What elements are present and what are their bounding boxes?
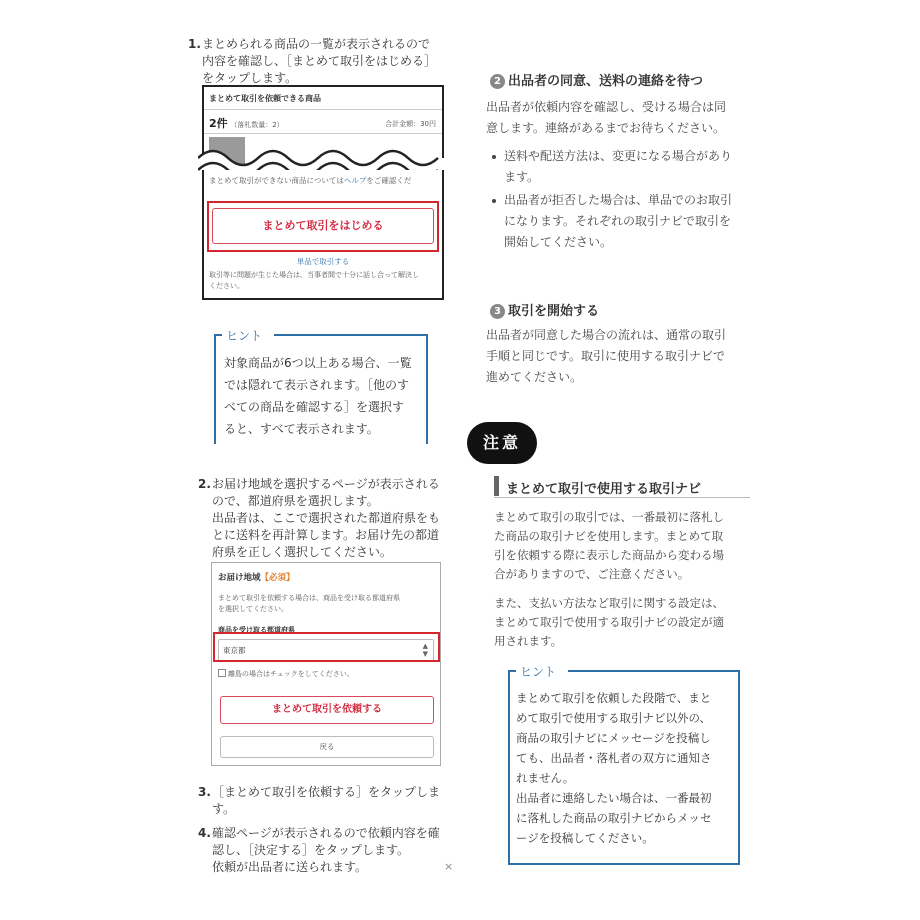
hint-text-1: 対象商品が6つ以上ある場合、一覧 では隠れて表示されます。［他のす べての商品を確認する］を選択す ると、すべて表示されます。 <box>224 356 412 436</box>
bullet-dot <box>492 199 496 203</box>
section-3-text: 出品者が同意した場合の流れは、通常の取引 手順と同じです。取引に使用する取引ナビで 進めてください。 <box>486 328 727 384</box>
screenshot-delivery-region <box>211 562 441 766</box>
step-4-line: 依頼が出品者に送られます。 <box>212 860 368 874</box>
step-4 <box>198 825 448 876</box>
total-amount: 合計金額：30円 <box>385 120 436 128</box>
prefecture-select[interactable]: 東京都 ▲ ▼ <box>218 639 434 661</box>
section-2-bullet-2: 出品者が拒否した場合は、単品でのお取引 になります。それぞれの取引ナビで取引を 開始してください。 <box>504 193 733 249</box>
trade-footer-note: 取引等に問題が生じた場合は、当事者間で十分に話し合って解決し ください。 <box>209 271 419 290</box>
step-2-line: とに送料を再計算します。お届け先の都道 <box>212 528 440 542</box>
list-header: まとめて取引を依頼できる商品 <box>209 94 321 103</box>
single-trade-link[interactable]: 単品で取引する <box>296 257 350 266</box>
step-2-line: 府県を正しく選択してください。 <box>212 545 393 559</box>
step-4-number: 4. <box>198 826 211 840</box>
step-2-line: 出品者は、ここで選択された都道府県をも <box>212 511 441 525</box>
step-3-line: ［まとめて取引を依頼する］をタップしま <box>212 785 441 799</box>
section-2-bullet-1: 送料や配送方法は、変更になる場合があり ます。 <box>504 149 733 184</box>
bullet-dot <box>492 155 496 159</box>
help-link[interactable]: ヘルプ <box>343 176 367 185</box>
region-title: お届け地域【必須】 <box>218 573 295 583</box>
caution-badge: 注意 <box>467 422 537 464</box>
back-button[interactable]: 戻る <box>220 736 434 758</box>
region-description: まとめて取引を依頼する場合は、商品を受け取る都道府県 を選択してください。 <box>218 594 400 613</box>
step-1-number: 1. <box>188 37 201 51</box>
step-1 <box>188 36 448 87</box>
highlight-frame <box>213 632 440 662</box>
step-1-line: をタップします。 <box>202 71 298 85</box>
step-4-line: 認し、［決定する］をタップします。 <box>212 843 410 857</box>
caution-paragraph-1: まとめて取引の取引では、一番最初に落札し た商品の取引ナビを使用します。まとめて取 引を依頼する際に表示した商品から変わる場 合がありますので、ご注意ください。 <box>494 510 724 581</box>
help-notice: まとめて取引ができない商品についてはヘルプをご確認くだ <box>209 176 412 185</box>
step-1-line: まとめられる商品の一覧が表示されるので <box>202 37 431 51</box>
request-bundle-button[interactable]: まとめて取引を依頼する <box>220 696 434 724</box>
caution-paragraph-2: また、支払い方法など取引に関する設定は、 まとめて取引で使用する取引ナビの設定が適 用されます。 <box>494 596 724 648</box>
highlight-frame <box>207 201 439 252</box>
item-count-note: （落札数量：2） <box>230 121 284 129</box>
step-3-line: す。 <box>212 802 236 816</box>
select-arrows-icon: ▲ ▼ <box>422 642 428 658</box>
prefecture-label: 商品を受け取る都道府県 <box>218 626 295 634</box>
step-2-line: ので、都道府県を選択します。 <box>212 494 379 508</box>
section-3-title: 3 取引を開始する <box>490 300 599 319</box>
step-4-line: 確認ページが表示されるので依頼内容を確 <box>212 826 440 840</box>
caution-heading: まとめて取引で使用する取引ナビ <box>494 476 750 498</box>
close-icon[interactable]: × <box>444 860 454 873</box>
step-1-line: 内容を確認し、［まとめて取引をはじめる］ <box>202 54 437 68</box>
start-bundle-button[interactable]: まとめて取引をはじめる <box>212 208 434 244</box>
step-3-number: 3. <box>198 785 211 799</box>
step-2-line: お届け地域を選択するページが表示される <box>212 477 440 491</box>
step-2 <box>198 476 448 561</box>
item-count: 2件 <box>209 117 228 130</box>
step-3 <box>198 784 448 818</box>
section-number-3: 3 <box>490 304 505 319</box>
hint-label-2: ヒント <box>516 663 560 680</box>
section-number-2: 2 <box>490 74 505 89</box>
step-2-number: 2. <box>198 477 211 491</box>
island-checkbox[interactable] <box>218 669 226 677</box>
hint-label-1: ヒント <box>222 327 266 344</box>
section-2-text: 出品者が依頼内容を確認し、受ける場合は同 意します。連絡があるまでお待ちください。 <box>486 100 727 135</box>
hint-text-2: まとめて取引を依頼した段階で、まと めて取引で使用する取引ナビ以外の、 商品の取引ナビにメッセージを投稿し ても、出品者・落札者の双方に通知さ れません。 出品者に連絡したい場合は、一番最初 に落札した商品の取引ナビからメッセ ージを投稿してください。 <box>516 691 712 845</box>
section-2-title: 2 出品者の同意、送料の連絡を待つ <box>490 70 703 89</box>
island-checkbox-row[interactable]: 離島の場合はチェックをしてください。 <box>218 669 354 679</box>
